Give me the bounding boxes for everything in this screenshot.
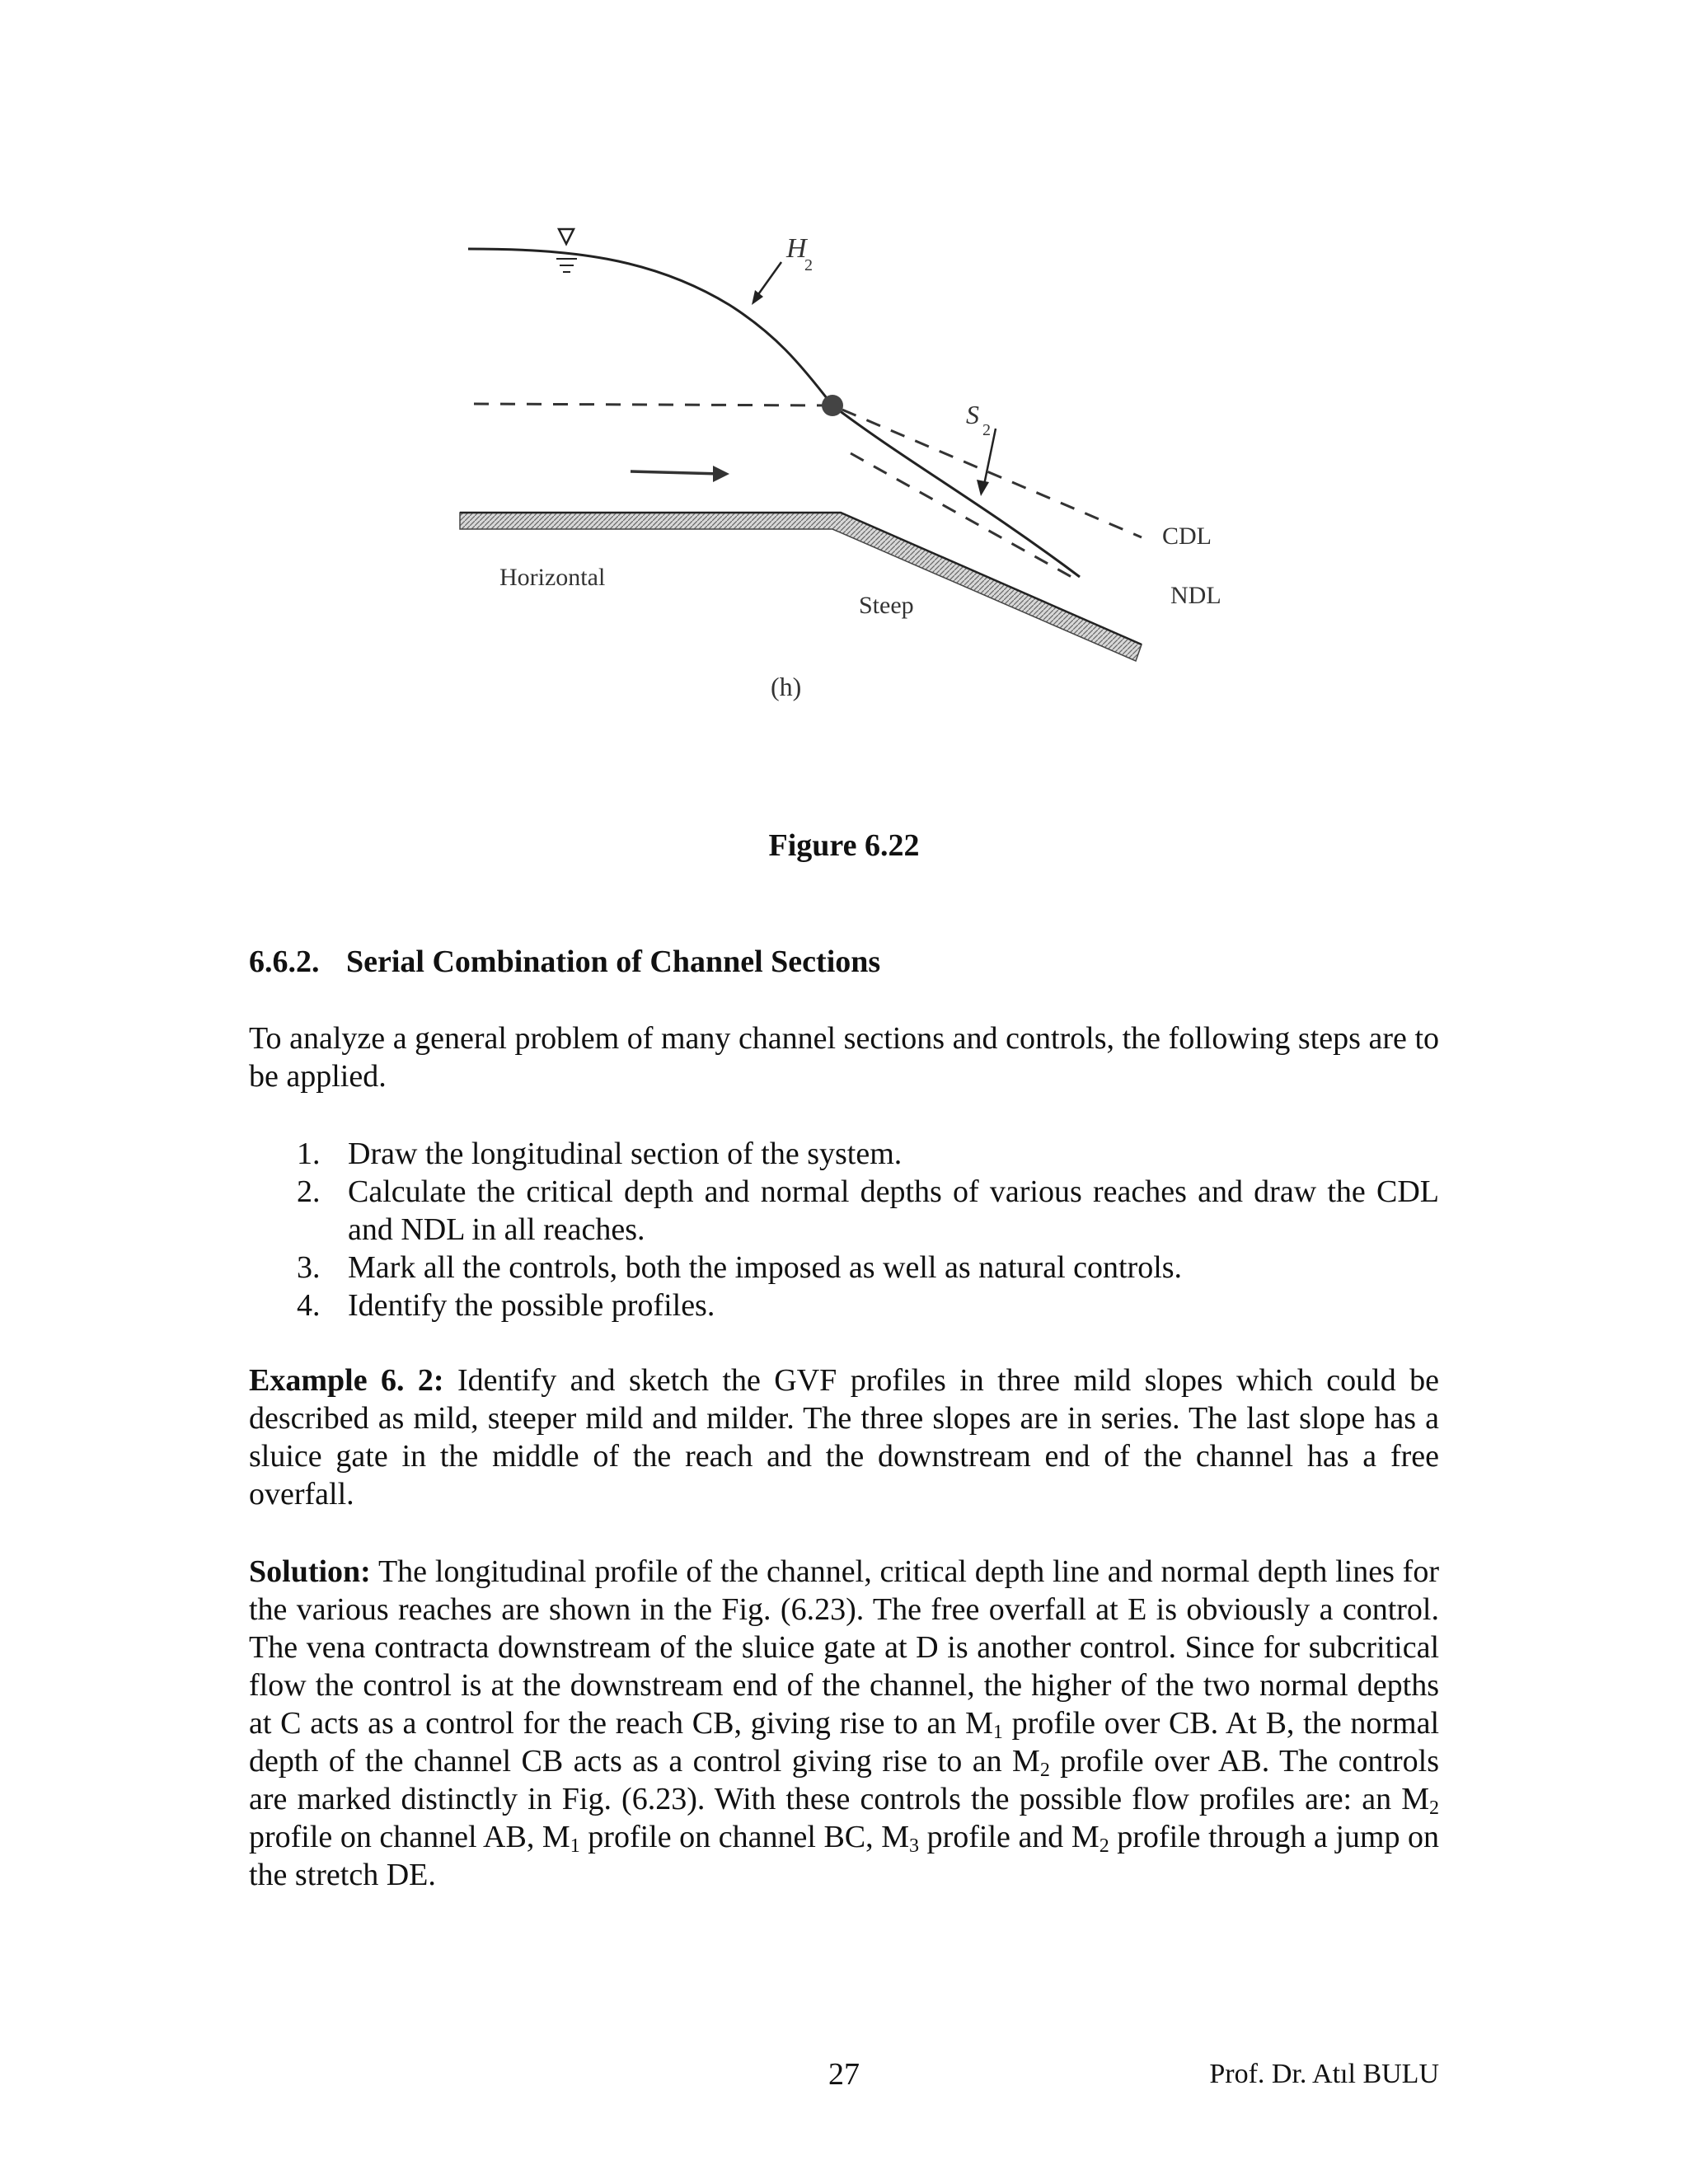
solution-text: profile and [919, 1820, 1071, 1854]
profile-symbol: M [881, 1820, 910, 1854]
figure-6-22 [445, 190, 1278, 733]
steep-label: Steep [859, 592, 914, 619]
solution-paragraph [249, 1553, 1439, 1894]
profile-symbol: M [1071, 1820, 1100, 1854]
figure-caption: Figure 6.22 [768, 828, 920, 863]
author-footer: Prof. Dr. Atıl BULU [1209, 2059, 1439, 2089]
profile-subscript: 2 [1099, 1835, 1109, 1857]
cdl-label: CDL [1162, 523, 1212, 550]
list-item-text: Calculate the critical depth and normal depths of various reaches and draw the CDL and NDL in all reaches. [348, 1174, 1439, 1247]
panel-label: (h) [771, 672, 802, 701]
flow-direction-arrow-icon [631, 466, 729, 482]
list-item [249, 1173, 1439, 1249]
list-item [249, 1286, 1439, 1324]
profile-subscript: 2 [1429, 1797, 1439, 1819]
solution-text: profile on channel AB, [249, 1820, 542, 1854]
list-item-text: Mark all the controls, both the imposed as well as natural controls. [348, 1250, 1183, 1285]
profile-symbol: M [542, 1820, 570, 1854]
profile-subscript: 2 [1039, 1760, 1050, 1781]
list-item-text: Draw the longitudinal section of the system. [348, 1137, 903, 1171]
profile-symbol: M [1401, 1782, 1429, 1816]
list-item-number: 3. [297, 1250, 321, 1285]
profile-symbol: M [1012, 1744, 1040, 1779]
channel-profile-diagram [445, 190, 1278, 733]
profile-subscript: 1 [570, 1835, 580, 1857]
section-heading [249, 943, 880, 981]
list-item-number: 1. [297, 1137, 321, 1171]
section-number: 6.6.2. [249, 944, 320, 979]
ndl-label: NDL [1170, 582, 1221, 609]
h2-label-group [752, 233, 813, 305]
solution-label: Solution: [249, 1554, 371, 1589]
profile-symbol: M [965, 1706, 993, 1741]
example-text: Identify and sketch the GVF profiles in three mild slopes which could be described as mild, steeper mild and milder. The three slopes are in series. The last slope has a sluice gate in the middle of the reach and the downstream end of the channel has a free overfall. [249, 1363, 1440, 1511]
normal-depth-line [851, 453, 1071, 577]
solution-text: profile through a jump on the stretch DE. [249, 1820, 1440, 1892]
s2-subscript: 2 [982, 421, 991, 439]
page-number: 27 [828, 2057, 860, 2092]
solution-text: profile over AB. The controls are marked distinctly in Fig. (6.23). With these controls the possible flow profiles are: an [249, 1744, 1439, 1816]
s2-label-group [966, 400, 996, 496]
horizontal-label: Horizontal [499, 564, 606, 591]
list-item-text: Identify the possible profiles. [348, 1288, 715, 1323]
example-paragraph [249, 1361, 1439, 1513]
list-item-number: 4. [297, 1288, 321, 1323]
profile-subscript: 3 [909, 1835, 920, 1857]
s2-label: S [966, 400, 979, 429]
solution-text: profile over CB. At B, the normal depth of the channel CB acts as a control giving rise to an [249, 1706, 1439, 1779]
list-item [249, 1249, 1439, 1286]
intro-paragraph: To analyze a general problem of many channel sections and controls, the following steps are to be applied. [249, 1021, 1439, 1094]
example-label: Example 6. 2: [249, 1363, 444, 1398]
profile-subscript: 1 [992, 1722, 1003, 1743]
solution-text: profile on channel BC, [579, 1820, 882, 1854]
h2-subscript: 2 [804, 256, 813, 274]
water-surface-symbol [556, 229, 577, 272]
steps-list [249, 1135, 1439, 1324]
list-item-number: 2. [297, 1174, 321, 1209]
critical-point-marker [822, 395, 843, 416]
section-title: Serial Combination of Channel Sections [346, 944, 881, 979]
h2-label: H [786, 233, 807, 264]
solution-text: The longitudinal profile of the channel, critical depth line and normal depth lines for the various reaches are shown in the Fig. (6.23). The free overfall at E is obviously a control. The vena contracta downstream of the sluice gate at D is another control. Since for subcritical flow the control is at the downstream end of the channel, the higher of the two normal depths at C acts as a control for the reach CB, giving rise to an [249, 1554, 1439, 1741]
list-item [249, 1135, 1439, 1173]
